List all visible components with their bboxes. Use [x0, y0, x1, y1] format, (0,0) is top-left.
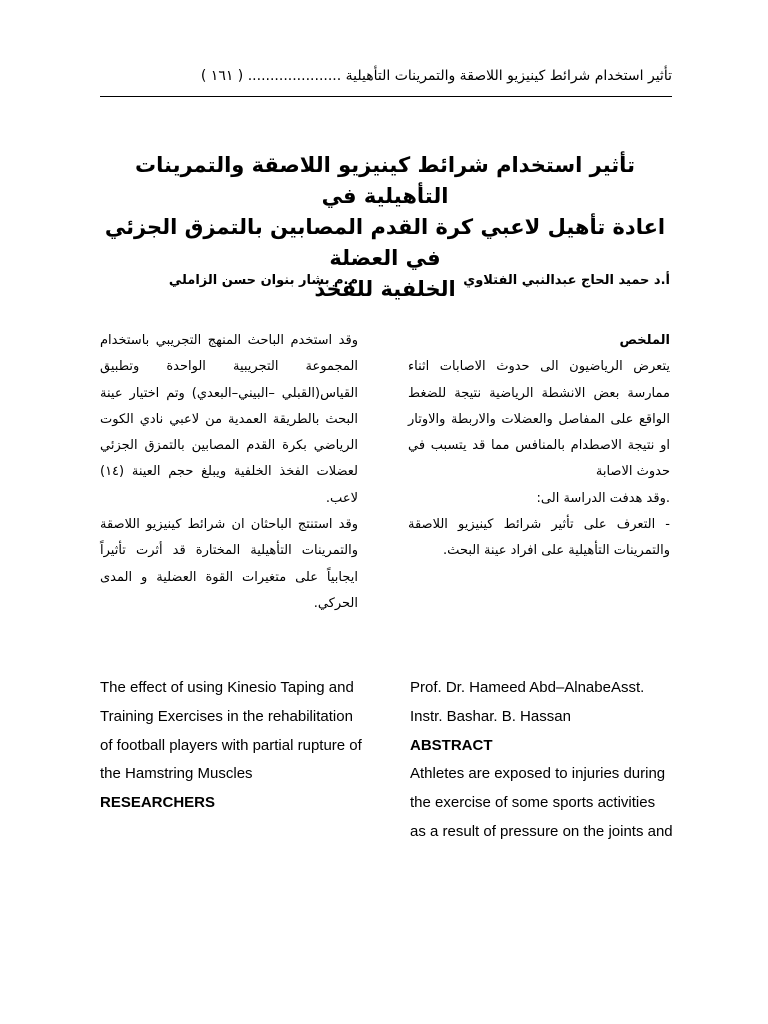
english-title: The effect of using Kinesio Taping and Training Exercises in the rehabilitation of football players with partial rupture of the Hamstring Muscles	[100, 679, 362, 783]
english-abstract-column	[410, 674, 674, 847]
method-paragraph-2: وقد استنتج الباحثان ان شرائط كينيزيو اللاصقة والتمرينات التأهيلية المختارة قد أثرت تأثيراً ايجابياً على متغيرات القوة العضلية و المدى الحركي.	[100, 517, 358, 611]
author-secondary: م.م بشار بنوان حسن الزاملي	[168, 273, 358, 288]
english-authors: Prof. Dr. Hameed Abd–AlnabeAsst. Instr. Bashar. B. Hassan	[410, 679, 645, 725]
abstract-label-en: ABSTRACT	[410, 736, 493, 754]
page-number: ( ١٦١ )	[200, 68, 244, 84]
arabic-method-column	[100, 328, 358, 617]
title-line-2: اعادة تأهيل لاعبي كرة القدم المصابين بالتمزق الجزئي في العضلة	[104, 215, 666, 270]
english-title-column	[100, 674, 364, 818]
running-title: تأثير استخدام شرائط كينيزيو اللاصقة والتمرينات التأهيلية .....................	[247, 68, 672, 84]
abstract-paragraph-1: يتعرض الرياضيون الى حدوث الاصابات اثناء ممارسة بعض الانشطة الرياضية نتيجة للضغط الواقع على المفاصل والعضلات والاربطة والاوتار او نتيجة الاصطدام بالمنافس مما قد يتسبب في حدوث الاصابة	[408, 359, 670, 480]
title-line-3: الخلفية للفخذ	[314, 277, 456, 301]
abstract-paragraph-2: .وقد هدفت الدراسة الى:	[536, 490, 670, 506]
title-line-1: تأثير استخدام شرائط كينيزيو اللاصقة والتمرينات التأهيلية في	[135, 153, 635, 208]
arabic-abstract-column	[408, 328, 670, 565]
method-paragraph-1: وقد استخدم الباحث المنهج التجريبي باستخدام المجموعة التجريبية الواحدة وتطبيق القياس(القبلي –البيني–البعدي) وتم اختيار عينة البحث بالطريقة العمدية من لاعبي نادي الكوت الرياضي بكرة القدم المصابين بالتمزق الجزئي لعضلات الفخذ الخلفية ويبلغ حجم العينة (١٤) لاعب.	[100, 333, 358, 506]
researchers-label: RESEARCHERS	[100, 794, 216, 812]
abstract-text-en: Athletes are exposed to injuries during the exercise of some sports activities as a result of pressure on the joints and	[410, 765, 673, 840]
running-header	[100, 64, 672, 88]
abstract-heading-ar: الملخص	[619, 333, 670, 348]
header-rule	[100, 96, 672, 97]
abstract-paragraph-3: - التعرف على تأثير شرائط كينيزيو اللاصقة والتمرينات التأهيلية على افراد عينة البحث.	[408, 517, 670, 559]
author-primary: أ.د حميد الحاج عبدالنبي الفتلاوي	[463, 273, 670, 288]
